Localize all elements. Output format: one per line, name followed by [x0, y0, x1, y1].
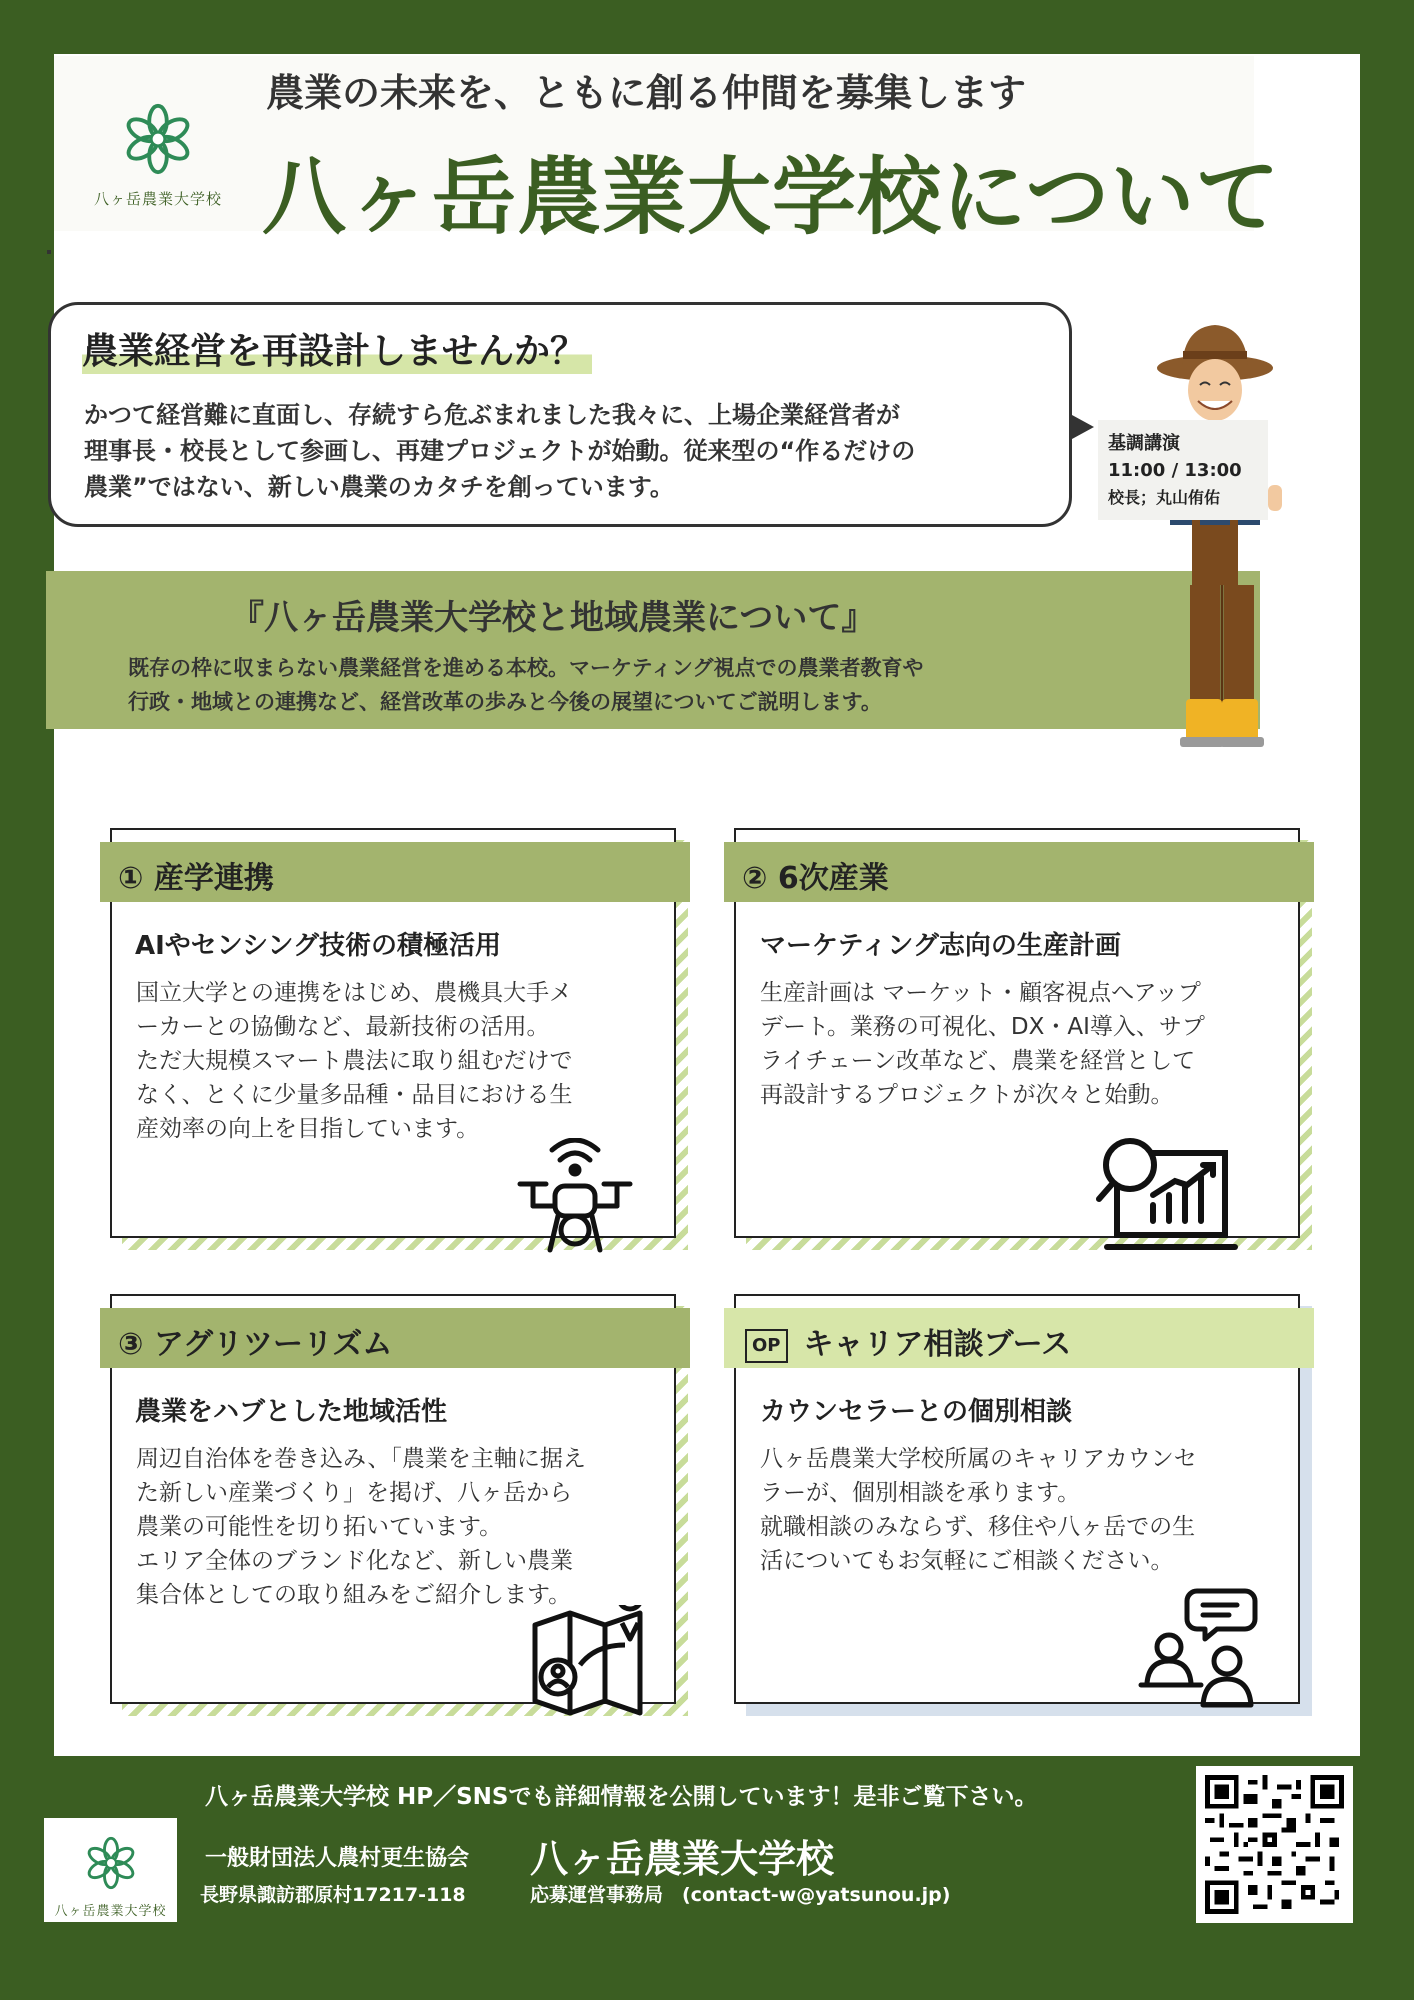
- keynote-label: 基調講演: [1108, 433, 1180, 454]
- card-text-line: 集合体としての取り組みをご紹介します。: [136, 1582, 572, 1608]
- card-title-text: キャリア相談ブース: [803, 1327, 1072, 1362]
- card-text-line: 再設計するプロジェクトが次々と始動。: [760, 1082, 1174, 1108]
- card-text-line: ただ大規模スマート農法に取り組むだけで: [136, 1048, 573, 1074]
- bubble-text-line: 理事長・校長として参画し、再建プロジェクトが始動。従来型の“作るだけの: [84, 437, 916, 465]
- bubble-heading: 農業経営を再設計しませんか？: [82, 323, 592, 374]
- card-text-line: た新しい産業づくり」を掲げ、八ヶ岳から: [136, 1480, 573, 1506]
- speech-bubble: [48, 302, 1072, 527]
- divider-dot: [47, 250, 51, 254]
- bubble-pointer: [1072, 415, 1094, 439]
- keynote-time: 11:00 / 13:00: [1108, 460, 1242, 481]
- card-text-line: デート。業務の可視化、DX・AI導入、サプ: [760, 1014, 1205, 1040]
- card-subtitle: マーケティング志向の生産計画: [760, 931, 1121, 961]
- card-subtitle: AIやセンシング技術の積極活用: [135, 931, 501, 961]
- card-text-line: 生産計画は マーケット・顧客視点へアップ: [760, 980, 1201, 1006]
- school-name: 八ヶ岳農業大学校: [530, 1837, 835, 1881]
- card-text-line: ーカーとの協働など、最新技術の活用。: [136, 1014, 550, 1040]
- card-text-line: 農業の可能性を切り拓いています。: [136, 1514, 503, 1540]
- card-text-line: 産効率の向上を目指しています。: [136, 1116, 480, 1142]
- address: 長野県諏訪郡原村17217-118: [200, 1884, 466, 1906]
- qr-code[interactable]: [1196, 1766, 1353, 1923]
- qr-code-icon: [1205, 1775, 1344, 1914]
- logo-caption: 八ヶ岳農業大学校: [54, 1904, 167, 1919]
- keynote-speaker: 校長；丸山侑佑: [1108, 488, 1221, 507]
- footer-note: 八ヶ岳農業大学校 HP／SNSでも詳細情報を公開しています！是非ご覧下さい。: [205, 1784, 1038, 1810]
- card-title: ② 6次産業: [742, 861, 889, 896]
- card-text-line: 国立大学との連携をはじめ、農機具大手メ: [136, 980, 573, 1006]
- card-text-line: エリア全体のブランド化など、新しい農業: [136, 1548, 573, 1574]
- farmer-illustration: [1110, 285, 1290, 755]
- card-text-line: 活についてもお気軽にご相談ください。: [760, 1548, 1174, 1574]
- page-subtitle: 農業の未来を、ともに創る仲間を募集します: [266, 71, 1027, 115]
- card-title: [745, 1319, 1071, 1363]
- card-text-line: 八ヶ岳農業大学校所属のキャリアカウンセ: [760, 1446, 1197, 1472]
- card-text-line: 就職相談のみならず、移住や八ヶ岳での生: [760, 1514, 1196, 1540]
- about-text-line: 既存の枠に収まらない農業経営を進める本校。マーケティング視点での農業者教育や: [128, 656, 924, 680]
- card-text-line: 周辺自治体を巻き込み、「農業を主軸に据え: [136, 1446, 586, 1472]
- bubble-text-line: 農業”ではない、新しい農業のカタチを創っています。: [84, 473, 674, 501]
- keynote-sign: [1098, 420, 1268, 520]
- about-text-line: 行政・地域との連携など、経営改革の歩みと今後の展望についてご説明します。: [128, 690, 882, 714]
- bubble-text-line: かつて経営難に直面し、存続すら危ぶまれました我々に、上場企業経営者が: [84, 401, 900, 429]
- card-subtitle: カウンセラーとの個別相談: [760, 1397, 1073, 1427]
- analytics-icon: [1095, 1135, 1245, 1260]
- logo-caption: 八ヶ岳農業大学校: [93, 190, 222, 208]
- school-logo: [88, 100, 228, 209]
- card-title: ③ アグリツーリズム: [118, 1327, 393, 1362]
- card-text-line: ラーが、個別相談を承ります。: [760, 1480, 1081, 1506]
- flower-logo-icon: [119, 100, 197, 178]
- drone-icon: [510, 1138, 640, 1258]
- map-icon: [530, 1605, 655, 1720]
- card-subtitle: 農業をハブとした地域活性: [135, 1397, 448, 1427]
- consultation-icon: [1135, 1585, 1265, 1710]
- page-title: 八ヶ岳農業大学校について: [262, 148, 1281, 246]
- card-text-line: ライチェーン改革など、農業を経営として: [760, 1048, 1196, 1074]
- about-title: 『八ヶ岳農業大学校と地域農業について』: [230, 598, 876, 638]
- flower-logo-icon: [82, 1834, 140, 1892]
- card-title: ① 産学連携: [118, 861, 274, 896]
- footer-logo: [44, 1818, 177, 1922]
- organization-name: 一般財団法人農村更生協会: [205, 1846, 470, 1871]
- card-text-line: なく、とくに少量多品種・品目における生: [136, 1082, 573, 1108]
- op-badge: OP: [745, 1329, 788, 1363]
- contact-email[interactable]: 応募運営事務局 (contact-w@yatsunou.jp): [530, 1884, 951, 1906]
